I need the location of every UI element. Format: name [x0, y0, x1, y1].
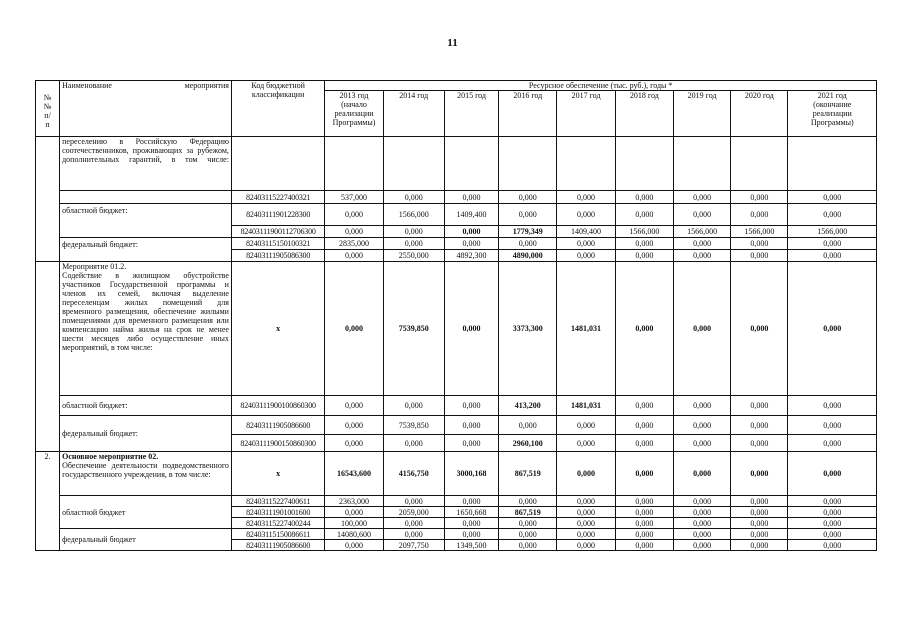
value-cell: 0,000: [673, 416, 730, 435]
value-cell: 0,000: [499, 529, 557, 540]
value-cell: 0,000: [788, 507, 877, 518]
value-cell: 0,000: [788, 250, 877, 262]
value-cell: 0,000: [557, 204, 615, 226]
value-cell: 0,000: [325, 435, 383, 452]
value-cell: 0,000: [673, 496, 730, 507]
budget-code: 82403115150086611: [231, 529, 324, 540]
value-cell: 100,000: [325, 518, 383, 529]
value-cell: 2097,750: [383, 540, 444, 551]
value-cell: 0,000: [557, 507, 615, 518]
table-cell: [788, 137, 877, 191]
header-row: [36, 81, 877, 91]
budget-code: 82403111900100860300: [231, 396, 324, 416]
value-cell: 3000,168: [444, 452, 498, 496]
value-cell: 4890,000: [499, 250, 557, 262]
value-cell: 0,000: [444, 238, 498, 250]
value-cell: 1409,400: [557, 226, 615, 238]
value-cell: 0,000: [383, 226, 444, 238]
value-cell: 0,000: [731, 191, 788, 204]
value-cell: 0,000: [325, 507, 383, 518]
value-cell: 0,000: [731, 496, 788, 507]
measure-name: переселению в Российскую Федерацию соотечественников, проживающих за рубежом, дополнительных гарантий, в том числе:: [60, 137, 232, 191]
measure-description: Обеспечение деятельности подведомственного государственного учреждения, в том числе:: [62, 461, 229, 479]
block2-title-row: [36, 262, 877, 396]
value-cell: 0,000: [788, 191, 877, 204]
value-cell: 0,000: [499, 496, 557, 507]
value-cell: 0,000: [444, 496, 498, 507]
value-cell: 867,519: [499, 507, 557, 518]
value-cell: 0,000: [444, 396, 498, 416]
table-row: [36, 191, 877, 204]
value-cell: 1566,000: [383, 204, 444, 226]
value-cell: 0,000: [615, 262, 673, 396]
num-cell: [36, 262, 60, 452]
value-cell: 0,000: [673, 507, 730, 518]
header-year: 2020 год: [731, 91, 788, 137]
value-cell: 0,000: [731, 518, 788, 529]
table-cell: [444, 137, 498, 191]
table-row: [36, 204, 877, 226]
value-cell: 537,000: [325, 191, 383, 204]
header-year: 2019 год: [673, 91, 730, 137]
value-cell: 0,000: [731, 238, 788, 250]
value-cell: 0,000: [731, 507, 788, 518]
table-row: [36, 238, 877, 250]
value-cell: 0,000: [557, 496, 615, 507]
value-cell: 0,000: [383, 529, 444, 540]
value-cell: 0,000: [325, 540, 383, 551]
value-cell: 0,000: [731, 529, 788, 540]
table-cell: [383, 137, 444, 191]
header-year: 2021 год (окончание реализации Программы): [788, 91, 877, 137]
value-cell: 0,000: [615, 250, 673, 262]
value-cell: 0,000: [731, 540, 788, 551]
value-cell: 413,200: [499, 396, 557, 416]
table-cell: [499, 137, 557, 191]
value-cell: 0,000: [673, 250, 730, 262]
value-cell: 0,000: [673, 518, 730, 529]
budget-code: 82403115150100321: [231, 238, 324, 250]
value-cell: 3373,300: [499, 262, 557, 396]
resource-table: [35, 80, 877, 551]
value-cell: 0,000: [788, 540, 877, 551]
value-cell: 0,000: [615, 416, 673, 435]
header-year: 2015 год: [444, 91, 498, 137]
value-cell: 0,000: [673, 396, 730, 416]
value-cell: 0,000: [615, 507, 673, 518]
value-cell: 0,000: [499, 238, 557, 250]
oblast-label: областной бюджет:: [60, 396, 232, 416]
value-cell: 0,000: [788, 518, 877, 529]
value-cell: 1481,031: [557, 262, 615, 396]
value-cell: 1566,000: [673, 226, 730, 238]
value-cell: 0,000: [325, 204, 383, 226]
value-cell: 1779,349: [499, 226, 557, 238]
value-cell: 0,000: [325, 416, 383, 435]
value-cell: 0,000: [731, 452, 788, 496]
table-cell: [325, 137, 383, 191]
value-cell: 2059,000: [383, 507, 444, 518]
value-cell: 0,000: [499, 540, 557, 551]
value-cell: 1566,000: [788, 226, 877, 238]
budget-code: 82403115227400321: [231, 191, 324, 204]
value-cell: 2550,000: [383, 250, 444, 262]
value-cell: 0,000: [383, 396, 444, 416]
value-cell: 2960,100: [499, 435, 557, 452]
value-cell: 0,000: [557, 238, 615, 250]
value-cell: 0,000: [788, 416, 877, 435]
value-cell: 0,000: [499, 204, 557, 226]
budget-code: x: [231, 262, 324, 396]
value-cell: 0,000: [383, 238, 444, 250]
value-cell: 0,000: [673, 238, 730, 250]
table-cell: [615, 137, 673, 191]
header-num: № № п/ п: [36, 81, 60, 137]
value-cell: 7539,850: [383, 262, 444, 396]
value-cell: 0,000: [615, 204, 673, 226]
value-cell: 0,000: [615, 529, 673, 540]
value-cell: 0,000: [615, 518, 673, 529]
value-cell: 0,000: [788, 238, 877, 250]
value-cell: 0,000: [383, 518, 444, 529]
value-cell: 0,000: [673, 540, 730, 551]
header-year: 2013 год (начало реализации Программы): [325, 91, 383, 137]
value-cell: 0,000: [557, 250, 615, 262]
value-cell: 0,000: [499, 518, 557, 529]
value-cell: 0,000: [557, 191, 615, 204]
budget-code: x: [231, 452, 324, 496]
value-cell: 0,000: [731, 435, 788, 452]
value-cell: 0,000: [499, 191, 557, 204]
value-cell: 0,000: [615, 540, 673, 551]
value-cell: 16543,600: [325, 452, 383, 496]
budget-code: 82403111901001600: [231, 507, 324, 518]
value-cell: 0,000: [731, 416, 788, 435]
value-cell: 0,000: [499, 416, 557, 435]
measure-title: Основное мероприятие 02.: [62, 452, 159, 461]
value-cell: 867,519: [499, 452, 557, 496]
header-resource: Ресурсное обеспечение (тыс. руб.), годы *: [325, 81, 877, 91]
value-cell: 1566,000: [731, 226, 788, 238]
value-cell: 0,000: [731, 396, 788, 416]
value-cell: 1481,031: [557, 396, 615, 416]
budget-code: 82403111905086300: [231, 250, 324, 262]
value-cell: 0,000: [788, 262, 877, 396]
budget-code: 82403115227400244: [231, 518, 324, 529]
value-cell: 14080,600: [325, 529, 383, 540]
measure-name: [60, 452, 232, 496]
table-cell: [231, 137, 324, 191]
value-cell: 0,000: [788, 396, 877, 416]
header-year: 2018 год: [615, 91, 673, 137]
table-row: [36, 529, 877, 540]
value-cell: 2363,000: [325, 496, 383, 507]
budget-code: 82403115227400611: [231, 496, 324, 507]
value-cell: 0,000: [444, 226, 498, 238]
value-cell: 0,000: [673, 452, 730, 496]
value-cell: 0,000: [557, 435, 615, 452]
value-cell: 4156,750: [383, 452, 444, 496]
federal-label: федеральный бюджет:: [60, 238, 232, 262]
value-cell: 0,000: [444, 416, 498, 435]
value-cell: 0,000: [444, 262, 498, 396]
value-cell: 1650,668: [444, 507, 498, 518]
value-cell: 0,000: [444, 435, 498, 452]
value-cell: 0,000: [788, 529, 877, 540]
value-cell: 0,000: [615, 452, 673, 496]
value-cell: 0,000: [788, 204, 877, 226]
value-cell: 0,000: [383, 496, 444, 507]
value-cell: 0,000: [731, 250, 788, 262]
federal-label: федеральный бюджет:: [60, 416, 232, 452]
value-cell: 0,000: [557, 452, 615, 496]
value-cell: 0,000: [557, 518, 615, 529]
value-cell: 0,000: [615, 396, 673, 416]
num-cell: [36, 137, 60, 262]
value-cell: 0,000: [615, 435, 673, 452]
header-code: Код бюджетной классификации: [231, 81, 324, 137]
value-cell: 0,000: [444, 518, 498, 529]
table-row: [36, 496, 877, 507]
header-name: Наименование мероприятия: [60, 81, 232, 137]
value-cell: 0,000: [615, 191, 673, 204]
value-cell: 7539,850: [383, 416, 444, 435]
value-cell: 0,000: [615, 496, 673, 507]
value-cell: 0,000: [444, 191, 498, 204]
value-cell: 0,000: [673, 262, 730, 396]
value-cell: 0,000: [557, 416, 615, 435]
header-year: 2017 год: [557, 91, 615, 137]
value-cell: 0,000: [383, 435, 444, 452]
table-row: [36, 416, 877, 435]
value-cell: 0,000: [325, 396, 383, 416]
value-cell: 0,000: [673, 204, 730, 226]
value-cell: 0,000: [444, 529, 498, 540]
header-year: 2016 год: [499, 91, 557, 137]
value-cell: 0,000: [557, 529, 615, 540]
table-cell: [731, 137, 788, 191]
measure-name: Мероприятие 01.2. Содействие в жилищном обустройстве участников Государственной программы и членов их семей, включая выделение переселенцам жилых помещений для временного размещения, обеспечение жилыми помещениями для временного размещения или компенсацию найма жилья на срок не менее шести месяцев либо осуществление иных мероприятий, в том числе:: [60, 262, 232, 396]
table-cell: [557, 137, 615, 191]
value-cell: 1409,400: [444, 204, 498, 226]
federal-label: федеральный бюджет: [60, 529, 232, 551]
block3-title-row: [36, 452, 877, 496]
value-cell: 0,000: [788, 496, 877, 507]
table-row: [36, 396, 877, 416]
budget-code: 82403111900150860300: [231, 435, 324, 452]
value-cell: 0,000: [615, 238, 673, 250]
block1-title-row: [36, 137, 877, 191]
value-cell: 1349,500: [444, 540, 498, 551]
budget-code: 82403111905086600: [231, 416, 324, 435]
num-cell: 2.: [36, 452, 60, 551]
budget-code: 82403111901228300: [231, 204, 324, 226]
value-cell: 0,000: [673, 435, 730, 452]
value-cell: 0,000: [325, 250, 383, 262]
value-cell: 0,000: [383, 191, 444, 204]
value-cell: 0,000: [673, 529, 730, 540]
header-year: 2014 год: [383, 91, 444, 137]
value-cell: 0,000: [788, 452, 877, 496]
budget-code: 82403111900112706300: [231, 226, 324, 238]
value-cell: 1566,000: [615, 226, 673, 238]
value-cell: 0,000: [325, 226, 383, 238]
value-cell: 0,000: [325, 262, 383, 396]
budget-code: 82403111905086600: [231, 540, 324, 551]
value-cell: 0,000: [731, 262, 788, 396]
value-cell: 0,000: [673, 191, 730, 204]
table-cell: [673, 137, 730, 191]
oblast-label: областной бюджет:: [60, 204, 232, 238]
value-cell: 4892,300: [444, 250, 498, 262]
value-cell: 2835,000: [325, 238, 383, 250]
page-number: 11: [447, 37, 458, 49]
label-cell: [60, 191, 232, 204]
value-cell: 0,000: [788, 435, 877, 452]
oblast-label: областной бюджет: [60, 496, 232, 529]
value-cell: 0,000: [557, 540, 615, 551]
value-cell: 0,000: [731, 204, 788, 226]
